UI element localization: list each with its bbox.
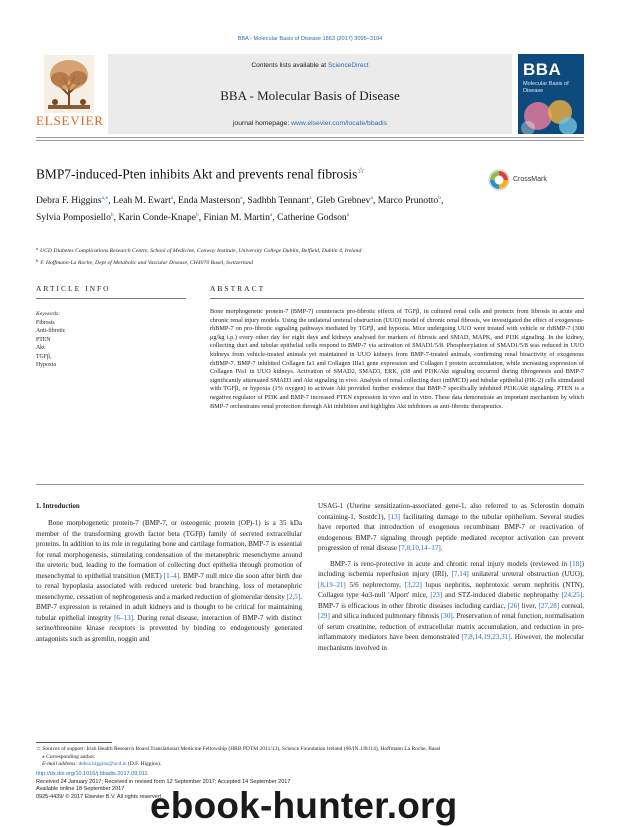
author-name: Debra F. Higgins <box>36 195 102 206</box>
author-name: Gleb Grebnev <box>316 195 371 206</box>
citation-link[interactable]: [7,8,10,14–17] <box>398 544 441 552</box>
citation-link[interactable]: [18] <box>569 559 582 568</box>
body-text: corneal, <box>559 601 584 610</box>
body-text: . Preservation of renal function, normalisation of serum creatinine, reduction of extracellular matrix accumulation, and reduction in pro-inflammatory mediators have been demonstrated <box>318 612 584 641</box>
body-text: and STZ-induced diabetic nephropathy <box>442 591 562 599</box>
intro-right-column <box>318 501 584 653</box>
elsevier-wordmark: ELSEVIER <box>36 113 104 128</box>
citation-link[interactable]: [30] <box>440 612 453 620</box>
citation-link[interactable]: [7,8,14,19,23,31] <box>461 633 511 641</box>
citation-link[interactable]: [2,5] <box>286 592 301 601</box>
cover-subtitle: Molecular Basis of Disease <box>523 81 569 94</box>
crossmark-icon <box>488 169 510 191</box>
author-affiliation-mark[interactable]: a <box>240 195 243 201</box>
crossmark-label: CrossMark <box>513 176 547 183</box>
email-line <box>36 761 584 769</box>
citation-link[interactable]: [26] <box>507 601 520 610</box>
article-info-heading: ARTICLE INFO <box>36 284 111 293</box>
author-separator: , <box>242 195 248 206</box>
homepage-line <box>108 120 512 127</box>
body-text: . BMP-7 null mice die soon after birth due to renal hypoplasia associated with reduced ureteric bud branching, loss of metanephric mesenchyme, cessation of nephrogenesis and a marked reduction of glomerular density <box>36 571 302 601</box>
homepage-prefix: journal homepage: <box>232 120 292 127</box>
running-head: BBA - Molecular Basis of Disease 1863 (2017) 3095–3104 <box>237 36 383 42</box>
keyword: PTEN <box>36 336 51 343</box>
keywords-label: Keywords: <box>36 311 61 317</box>
author-separator: , <box>440 195 444 206</box>
footnote-rule <box>36 742 112 743</box>
affiliation-mark: b <box>36 258 39 263</box>
body-text: . <box>440 544 443 552</box>
masthead-rule-top <box>36 137 584 138</box>
author-affiliation-mark[interactable]: b <box>438 195 441 201</box>
keyword: Hypoxia <box>36 362 56 369</box>
author-affiliation-mark[interactable]: a <box>269 212 273 218</box>
journal-title: BBA - Molecular Basis of Disease <box>220 88 400 103</box>
body-text: facilitating damage to the tubular epithelium. Several studies have reported that introduction of exogenous recombinant BMP-7 or reactivation of endogenous BMP-7 signaling through peptide mediated receptor activation can prevent progression of renal disease <box>318 512 584 552</box>
author-name: Leah M. Ewart <box>112 195 171 206</box>
support-footnote: ☆ Sources of support: Irish Health Research Board Translational Medicine Fellowship (HRB PDTM 2011/13), Science Foundation Ireland (06/IN.1/B114), Hoffmann La Roche, Basel <box>36 746 441 752</box>
doi-link[interactable]: http://dx.doi.org/10.1016/j.bbadis.2017.09.011 <box>36 771 148 777</box>
introduction-heading: 1. Introduction <box>36 503 80 510</box>
contents-prefix: Contents lists available at <box>251 62 328 69</box>
author-name: Sylvia Pomposiello <box>36 212 111 223</box>
author-affiliation-mark[interactable]: a <box>170 195 174 201</box>
homepage-link[interactable]: www.elsevier.com/locate/bbadis <box>291 120 388 127</box>
affiliation-text: UCD Diabetes Complications Research Centre, School of Medicine, Conway Institute, University College Dublin, Belfield, Dublin 4, Ireland <box>40 248 362 254</box>
cover-artwork-icon <box>518 94 584 134</box>
title-footnote-mark[interactable]: ☆ <box>357 166 365 175</box>
footnotes <box>36 746 584 769</box>
article-title <box>36 166 365 182</box>
body-text: 5/6 nephrectomy, <box>345 580 405 589</box>
intro-paragraph-2 <box>318 559 584 654</box>
author-separator: , <box>311 195 317 206</box>
body-text: BMP-7 is reno-protective in acute and chronic renal injury models (reviewed in <box>330 559 570 568</box>
affiliation-text: F. Hoffmann-La Roche, Dept of Metabolic and Vascular Disease, CH4070 Basel, Switzerland <box>40 260 253 266</box>
affiliation-list <box>36 244 584 268</box>
author-list <box>36 191 466 225</box>
intro-paragraph-1-continued <box>318 501 584 554</box>
sciencedirect-link[interactable]: ScienceDirect <box>327 62 369 69</box>
body-text: Bone morphogenetic protein-7 (BMP-7, or osteogenic protein (OP)-1) is a 35 kDa member of the transforming growth factor beta (TGFβ) family of secreted extracellular proteins. In addition to its role in regulating bone and cartilage formation, BMP-7 is essential for renal morphogenesis, stimulating condensation of the metanephric mesenchyme around the ureteric bud, leading to the formation of collecting duct epithelia through promotion of mesenchymal to epithelial transition (MET) <box>36 519 302 580</box>
abstract-end-rule <box>36 484 584 485</box>
author-affiliation-mark[interactable]: a,⁎ <box>101 195 109 201</box>
citation-link[interactable]: [3,22] <box>404 580 422 589</box>
journal-cover <box>518 54 584 134</box>
author-separator: , <box>113 212 119 223</box>
contents-line <box>108 62 512 69</box>
citation-link[interactable]: [29] <box>318 612 330 620</box>
keyword: Fibrosis <box>36 320 55 326</box>
author-affiliation-mark[interactable]: a <box>309 195 312 201</box>
copyright-line: 0925-4439/ © 2017 Elsevier B.V. All rights reserved. <box>36 793 163 800</box>
body-text: liver, <box>519 601 539 610</box>
body-text: and silica induced pulmonary fibrosis <box>329 612 441 620</box>
author-separator: , <box>173 195 179 206</box>
citation-link[interactable]: [7,14] <box>451 570 469 578</box>
keyword: Anti-fibrotic <box>36 328 66 335</box>
crossmark-badge[interactable] <box>488 169 584 193</box>
author-affiliation-mark[interactable]: b <box>110 212 114 218</box>
citation-link[interactable]: [27,28] <box>538 601 560 610</box>
elsevier-tree-icon <box>44 55 94 113</box>
citation-link[interactable]: [1–4] <box>163 571 180 580</box>
citation-link[interactable]: [24,25] <box>561 591 583 599</box>
affiliation-mark: a <box>36 246 38 251</box>
author-name: Karin Conde-Knape <box>118 212 196 223</box>
body-text: . BMP-7 expression is retained in adult kidneys and is thought to be critical for maintaining tubular epithelial integrity <box>36 592 302 622</box>
author-separator: , <box>198 212 204 223</box>
author-separator: , <box>372 195 378 206</box>
author-affiliation-mark[interactable]: b <box>195 212 199 218</box>
author-name: Sadhbh Tennant <box>247 195 310 206</box>
citation-link[interactable]: [13] <box>388 512 401 521</box>
author-affiliation-mark[interactable]: a <box>370 195 373 201</box>
email-link[interactable]: debra.higgins@ucd.ie <box>78 761 127 768</box>
keyword: TGFβ₁ <box>36 353 52 360</box>
author-name: Finian M. Martin <box>203 212 270 223</box>
article-title-text: BMP7-induced-Pten inhibits Akt and prevents renal fibrosis <box>36 166 358 182</box>
received-dates: Received 24 January 2017; Received in revised form 12 September 2017; Accepted 14 September 2017 <box>36 778 291 785</box>
elsevier-logo <box>36 55 102 133</box>
corresponding-author-note: ⁎ Corresponding author. <box>42 753 96 760</box>
affiliation <box>36 244 584 256</box>
masthead-rule-bottom <box>36 140 584 141</box>
body-text: unilateral ureteral obstruction (UUO), <box>468 570 585 578</box>
body-text: . During renal disease, interaction of BMP-7 with distinct serine/threonine kinase receptors is prevented by binding to endogenously generated antagonists such as gremlin, noggin and <box>36 613 302 643</box>
keyword-list <box>36 319 186 369</box>
body-text: . However, the molecular mechanisms involved in <box>318 633 584 652</box>
author-separator: , <box>108 195 113 206</box>
abstract-heading: ABSTRACT <box>210 284 266 293</box>
body-text: ) including ischemia reperfusion injury (IRI), <box>318 559 584 578</box>
email-label: E-mail address: <box>42 761 79 768</box>
citation-link[interactable]: [6–13] <box>114 613 133 622</box>
abstract-rule <box>210 298 584 299</box>
body-text: lupus nephritis, nephrotoxic serum nephritis (NTN), Collagen type 4α3-null 'Alport' mice, <box>318 580 584 599</box>
author-name: Enda Masterson <box>178 195 241 206</box>
watermark: ebook-hunter.org <box>150 785 458 826</box>
author-separator: , <box>272 212 278 223</box>
cover-title: BBA <box>523 60 562 79</box>
body-text: USAG-1 (Uterine sensitization-associated gene-1, also referred to as Sclerostin domain containing-1, Sostdc1), <box>318 502 584 521</box>
abstract-text: Bone morphogenetic protein-7 (BMP-7) counteracts pro-fibrotic effects of TGFβ₁ in cultured renal cells and protects from fibrosis in acute and chronic renal injury models. Using the unilateral ureteral obstruction (UUO) model of chronic renal fibrosis, we investigated the effect of exogenous-rhBMP-7 on pro-fibrotic signaling pathways mediated by TGFβ₁ and hypoxia. Mice undergoing UUO were treated with vehicle or rhBMP-7 (300 μg/kg i.p.) every other day for eight days and kidneys analysed for markers of fibrosis and SMAD, MAPK, and PI3K signaling. In the kidney, collecting duct and tubular epithelial cells respond to BMP-7 via activation of SMAD1/5/8. Phosphorylation of SMAD1/5/8 was reduced in UUO kidneys from vehicle-treated animals yet maintained in UUO kidneys from BMP-7-treated animals, confirming renal bioactivity of exogenous rhBMP-7. BMP-7 inhibited Collagen Ia1 and Collagen IIIa1 gene expression and Collagen I protein accumulation, while increasing expression of Collagen IVa1 in UUO kidneys. Activation of SMAD2, SMAD3, ERK, p38 and PI3K/Akt signaling occurred during fibrogenesis and BMP-7 significantly attenuated SMAD3 and Akt signaling in vivo. Analysis of renal collecting duct (mIMCD) and tubular epithelial (HK-2) cells stimulated with TGFβ₁ or hypoxia (1% oxygen) to activate Akt provided further evidence that BMP-7 specifically inhibited PI3K/Akt signaling. PTEN is a negative regulator of PI3K and BMP-7 increased PTEN expression in vivo and in vitro. These data demonstrate an important mechanism by which BMP-7 orchestrates renal protection through Akt inhibition and highlights Akt inhibitors as anti-fibrotic therapeutics. <box>210 308 584 410</box>
citation-link[interactable]: [8,19–21] <box>318 580 346 589</box>
article-info-rule <box>36 298 186 299</box>
author-affiliation-mark[interactable]: a <box>346 212 350 218</box>
author-name: Catherine Godson <box>277 212 347 223</box>
body-text: . BMP-7 is efficacious in other fibrotic diseases including cardiac, <box>318 591 584 610</box>
keyword: Akt <box>36 345 45 352</box>
intro-left-column <box>36 518 302 644</box>
email-suffix: (D.F. Higgins). <box>126 761 162 768</box>
journal-banner <box>108 54 512 134</box>
intro-paragraph-1 <box>36 518 302 644</box>
citation-link[interactable]: [23] <box>430 591 443 599</box>
online-date: Available online 18 September 2017 <box>36 786 125 793</box>
affiliation <box>36 256 584 268</box>
author-name: Marco Prunotto <box>377 195 439 206</box>
